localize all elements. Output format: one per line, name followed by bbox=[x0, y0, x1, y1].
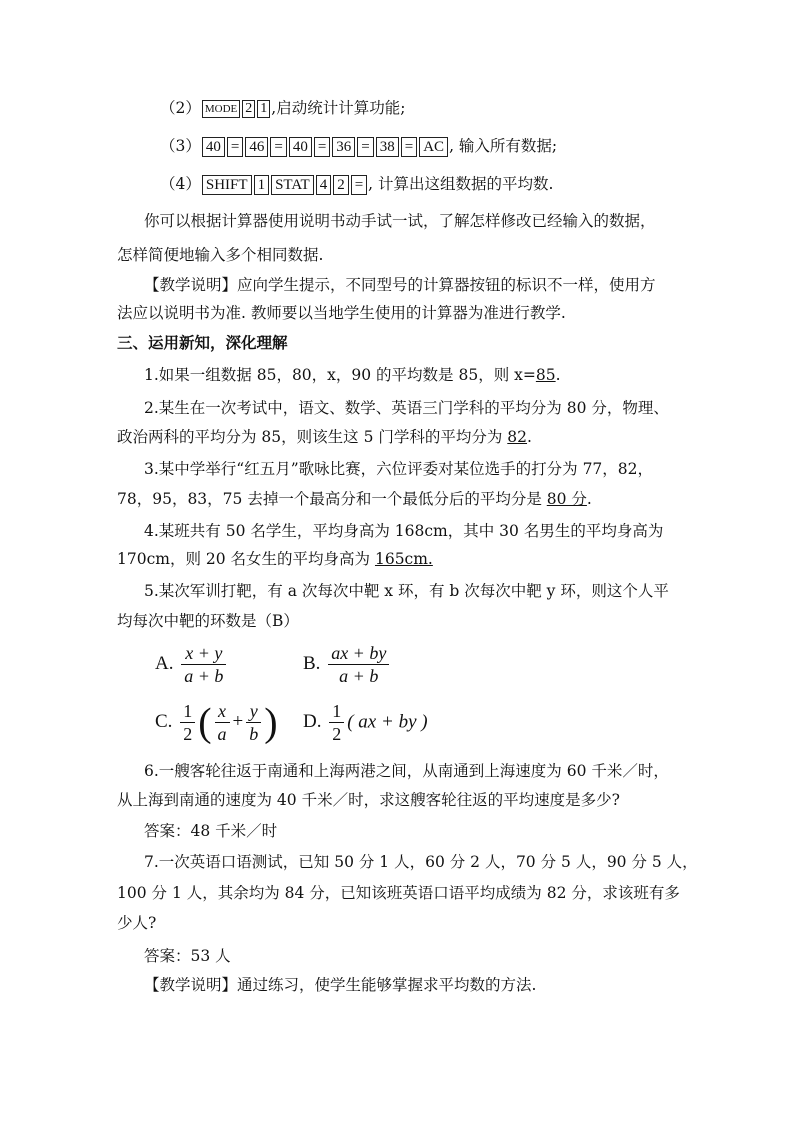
question-3-line1: 3.某中学举行“红五月”歌咏比赛，六位评委对某位选手的打分为 77，82， bbox=[144, 460, 654, 478]
note1-line2: 法应以说明书为准. 教师要以当地学生使用的计算器为准进行教学. bbox=[117, 304, 566, 322]
option-a: A. $\frac{x + y}{a + b}$ bbox=[155, 642, 229, 687]
answer-4: 165cm. bbox=[374, 550, 433, 568]
question-5-line1: 5.某次军训打靶，有 a 次每次中靶 x 环，有 b 次每次中靶 y 环，则这个人平 bbox=[144, 582, 669, 600]
option-c: C. $\frac{1}{2}$ ( $\frac{x}{a}$ + $\frac{y}{b}$ ) bbox=[155, 699, 278, 745]
question-1: 1.如果一组数据 85，80，x，90 的平均数是 85，则 x=85. bbox=[144, 366, 561, 384]
answer-1: 85 bbox=[535, 366, 556, 384]
answer-2: 82 bbox=[507, 428, 528, 446]
note1-line1: 【教学说明】应向学生提示，不同型号的计算器按钮的标识不一样，使用方 bbox=[144, 276, 656, 294]
question-6-line2: 从上海到南通的速度为 40 千米／时，求这艘客轮往返的平均速度是多少? bbox=[117, 791, 620, 809]
option-b-fraction: $\frac{ax + by}{a + b}$ bbox=[328, 642, 389, 687]
key-2: 2 bbox=[242, 100, 255, 118]
option-a-fraction: $\frac{x + y}{a + b}$ bbox=[181, 642, 226, 687]
key-40: 40 bbox=[202, 137, 225, 157]
key-ac: AC bbox=[419, 137, 448, 157]
option-d: D. $\frac{1}{2}$ ( ax + by ) bbox=[303, 701, 428, 744]
key-38: 38 bbox=[376, 137, 399, 157]
question-7-line2: 100 分 1 人，其余均为 84 分，已知该班英语口语平均成绩为 82 分，求该班有多 bbox=[117, 884, 680, 902]
key-equals: = bbox=[270, 137, 286, 157]
key-mode: MODE bbox=[202, 100, 240, 118]
section-title: 三、运用新知，深化理解 bbox=[117, 333, 288, 352]
answer-7: 答案：53 人 bbox=[144, 947, 231, 965]
key-46: 46 bbox=[245, 137, 268, 157]
calc-step-4: （4） SHIFT 1 STAT 4 2 = , 计算出这组数据的平均数. bbox=[160, 175, 554, 193]
answer-3: 80 分 bbox=[546, 490, 587, 508]
question-2-line1: 2.某生在一次考试中，语文、数学、英语三门学科的平均分为 80 分，物理、 bbox=[144, 399, 669, 417]
calc-step-3: （3） 40 = 46 = 40 = 36 = 38 = AC , 输入所有数据; bbox=[160, 137, 558, 155]
question-4-line1: 4.某班共有 50 名学生，平均身高为 168cm，其中 30 名男生的平均身高为 bbox=[144, 522, 664, 540]
key-36: 36 bbox=[332, 137, 355, 157]
key-40: 40 bbox=[289, 137, 312, 157]
key-equals: = bbox=[314, 137, 330, 157]
question-5-line2: 均每次中靶的环数是（B） bbox=[117, 612, 299, 630]
key-equals: = bbox=[401, 137, 417, 157]
answer-6: 答案：48 千米／时 bbox=[144, 822, 278, 840]
key-equals: = bbox=[351, 175, 367, 195]
key-equals: = bbox=[357, 137, 373, 157]
option-b: B. $\frac{ax + by}{a + b}$ bbox=[303, 642, 392, 687]
question-3-line2: 78，95，83，75 去掉一个最高分和一个最低分后的平均分是 80 分. bbox=[117, 490, 592, 508]
calc-step-2: （2） MODE 2 1 ,启动统计计算功能; bbox=[160, 99, 406, 117]
question-2-line2: 政治两科的平均分为 85，则该生这 5 门学科的平均分为 82. bbox=[117, 428, 532, 446]
note2: 【教学说明】通过练习，使学生能够掌握求平均数的方法. bbox=[144, 976, 537, 994]
para1-line2: 怎样简便地输入多个相同数据. bbox=[117, 246, 324, 264]
key-stat: STAT bbox=[271, 175, 314, 195]
para1-line1: 你可以根据计算器使用说明书动手试一试，了解怎样修改已经输入的数据， bbox=[144, 212, 656, 230]
question-6-line1: 6.一艘客轮往返于南通和上海两港之间，从南通到上海速度为 60 千米／时， bbox=[144, 762, 669, 780]
key-1: 1 bbox=[254, 175, 270, 195]
key-shift: SHIFT bbox=[202, 175, 252, 195]
question-7-line3: 少人? bbox=[117, 914, 157, 932]
key-4: 4 bbox=[316, 175, 332, 195]
key-1: 1 bbox=[257, 100, 270, 118]
key-2: 2 bbox=[333, 175, 349, 195]
key-equals: = bbox=[227, 137, 243, 157]
question-4-line2: 170cm，则 20 名女生的平均身高为 165cm. bbox=[117, 550, 433, 568]
question-7-line1: 7.一次英语口语测试，已知 50 分 1 人，60 分 2 人，70 分 5 人，90 分 5 人， bbox=[144, 853, 698, 871]
